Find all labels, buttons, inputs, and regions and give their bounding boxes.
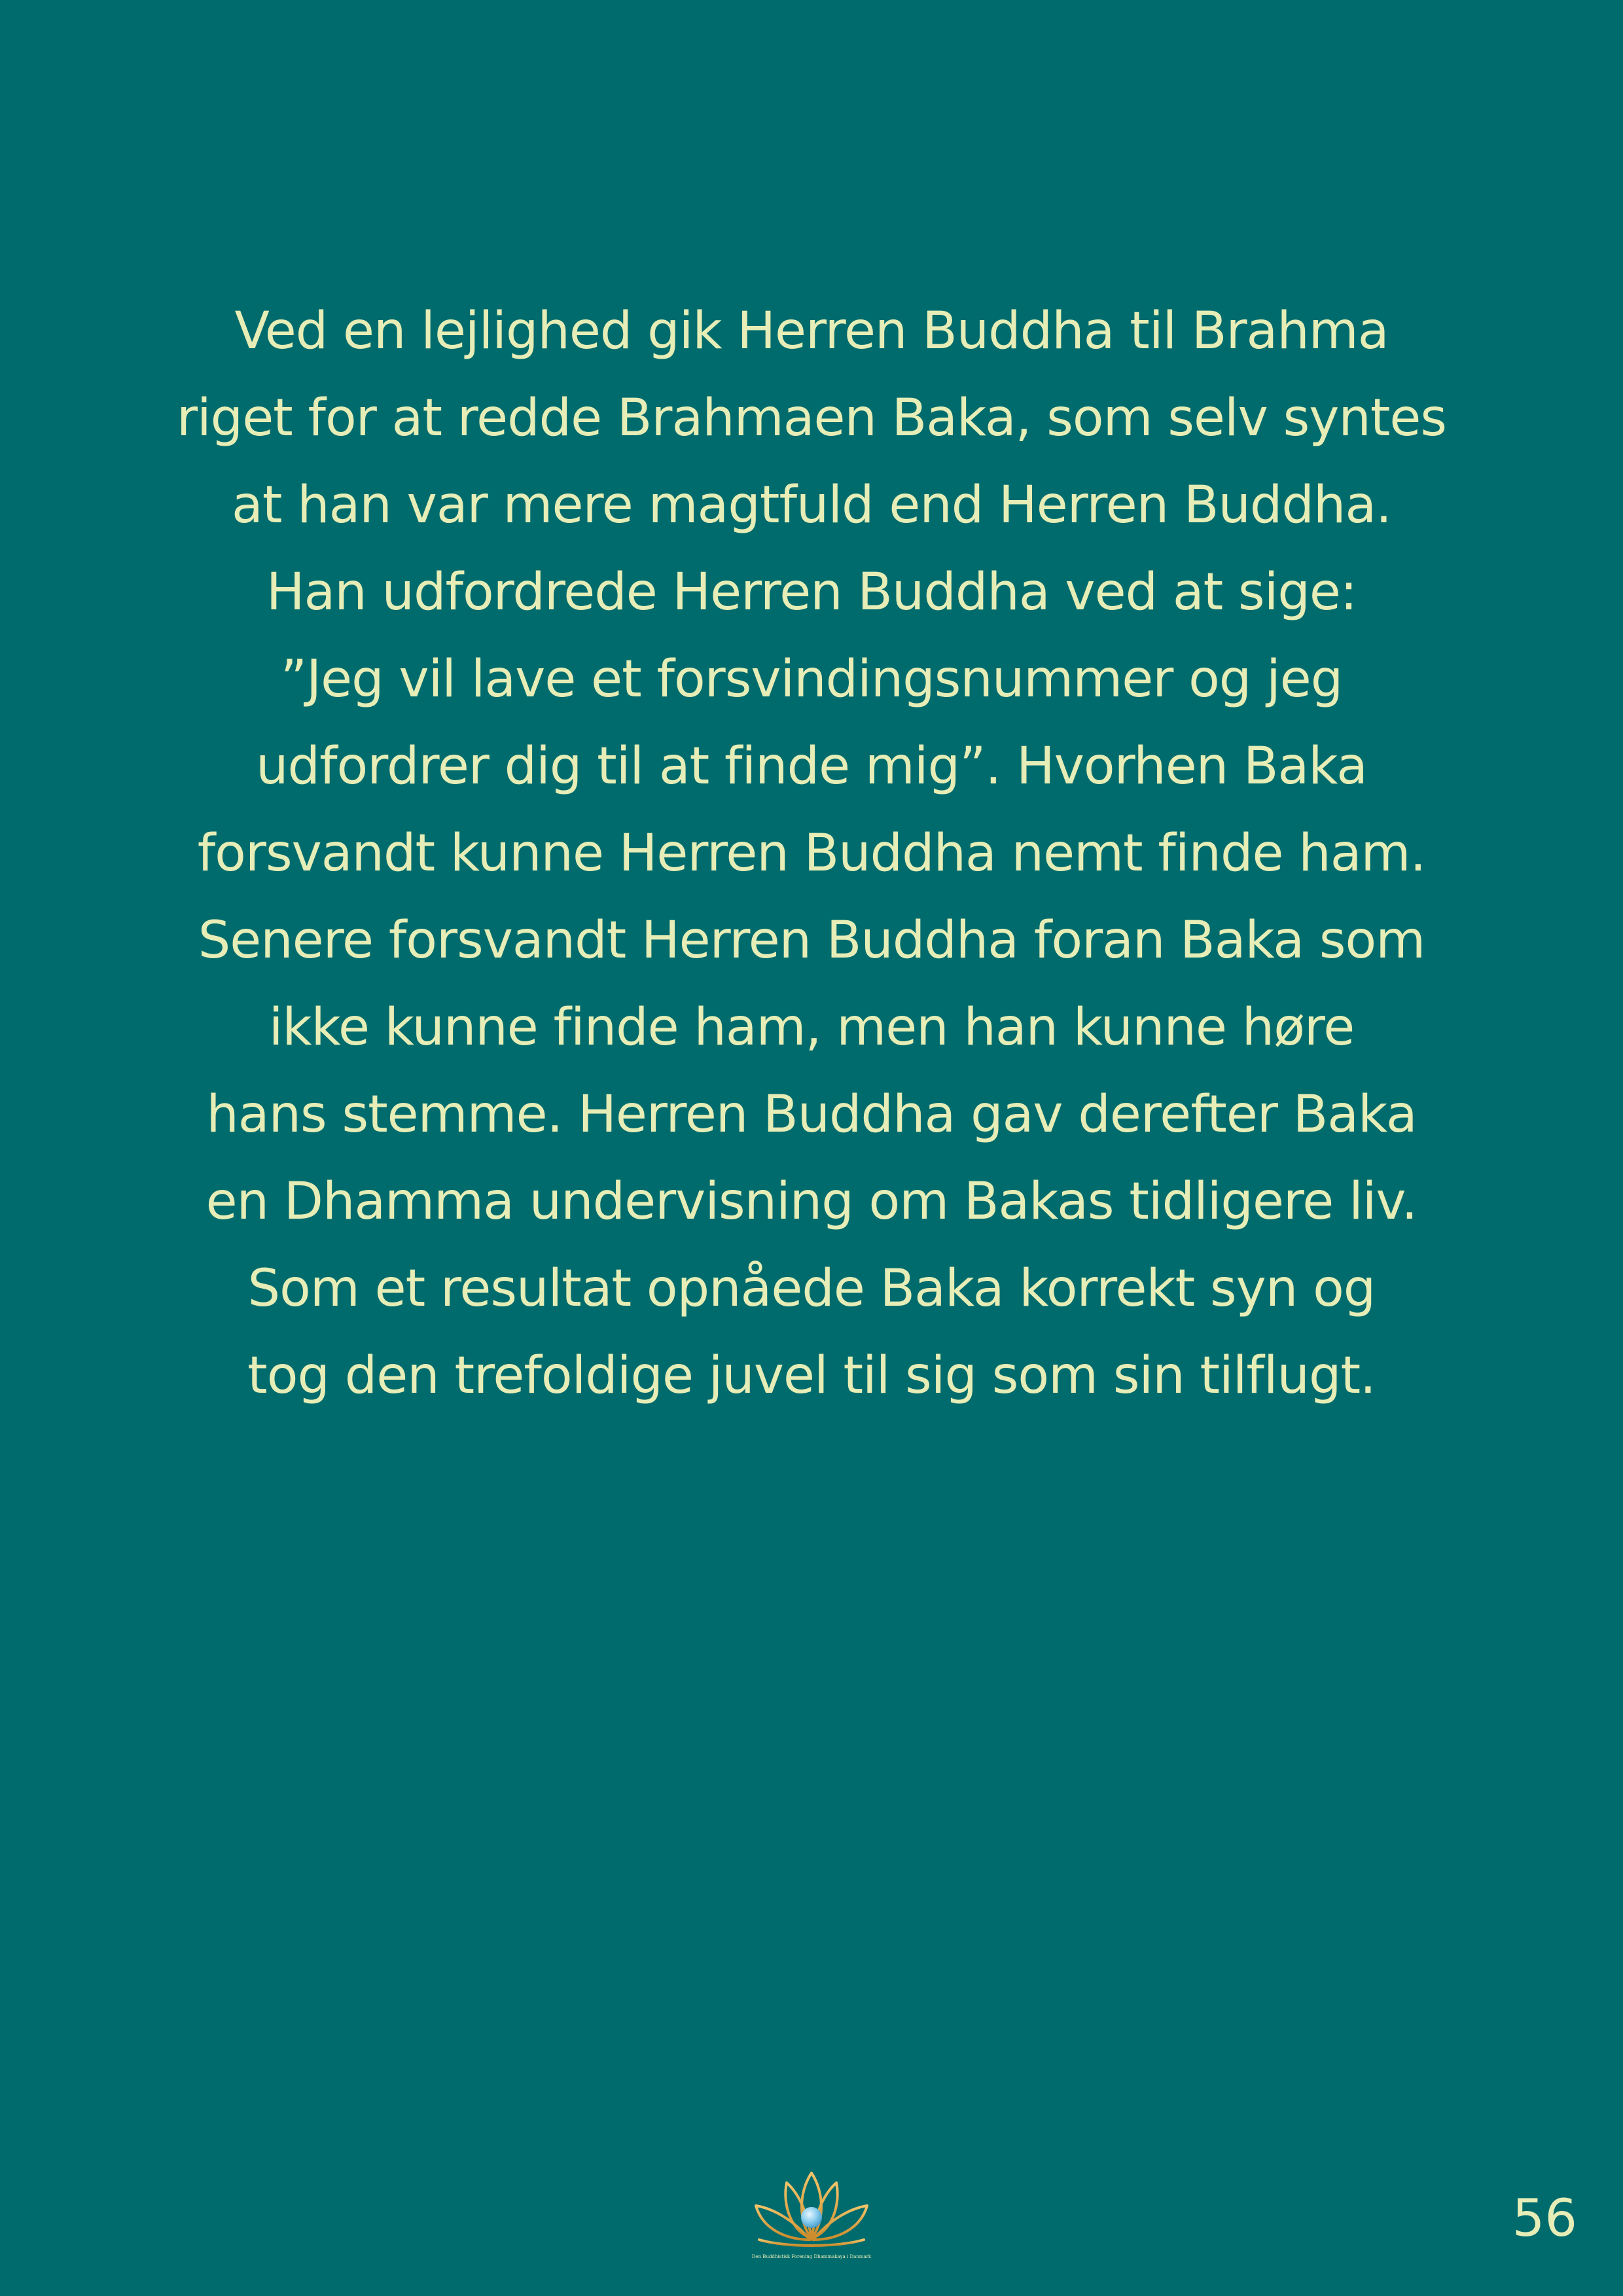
body-paragraph bbox=[0, 288, 1623, 1420]
body-line: ikke kunne finde ham, men han kunne høre bbox=[268, 998, 1355, 1057]
body-line: Senere forsvandt Herren Buddha foran Baka som bbox=[198, 911, 1425, 970]
body-line: tog den trefoldige juvel til sig som sin tilflugt. bbox=[247, 1346, 1376, 1405]
body-line: Ved en lejlighed gik Herren Buddha til Brahma bbox=[234, 302, 1389, 361]
body-line: hans stemme. Herren Buddha gav derefter Baka bbox=[206, 1085, 1417, 1144]
body-line: Som et resultat opnåede Baka korrekt syn og bbox=[247, 1259, 1376, 1318]
lotus-logo-icon bbox=[746, 2166, 877, 2251]
body-line: udfordrer dig til at finde mig”. Hvorhen Baka bbox=[256, 737, 1367, 796]
page-number: 56 bbox=[1512, 2189, 1577, 2248]
body-line: forsvandt kunne Herren Buddha nemt finde ham. bbox=[197, 824, 1426, 883]
body-line: at han var mere magtfuld end Herren Buddha. bbox=[232, 476, 1391, 535]
body-line: riget for at redde Brahmaen Baka, som selv syntes bbox=[176, 389, 1447, 448]
body-line: ”Jeg vil lave et forsvindingsnummer og jeg bbox=[280, 650, 1343, 709]
body-line: Han udfordrede Herren Buddha ved at sige: bbox=[266, 563, 1357, 622]
body-line: en Dhamma undervisning om Bakas tidligere liv. bbox=[205, 1172, 1418, 1231]
logo-caption: Den Buddhistisk Forening Dhammakaya i Danmark bbox=[751, 2254, 872, 2259]
